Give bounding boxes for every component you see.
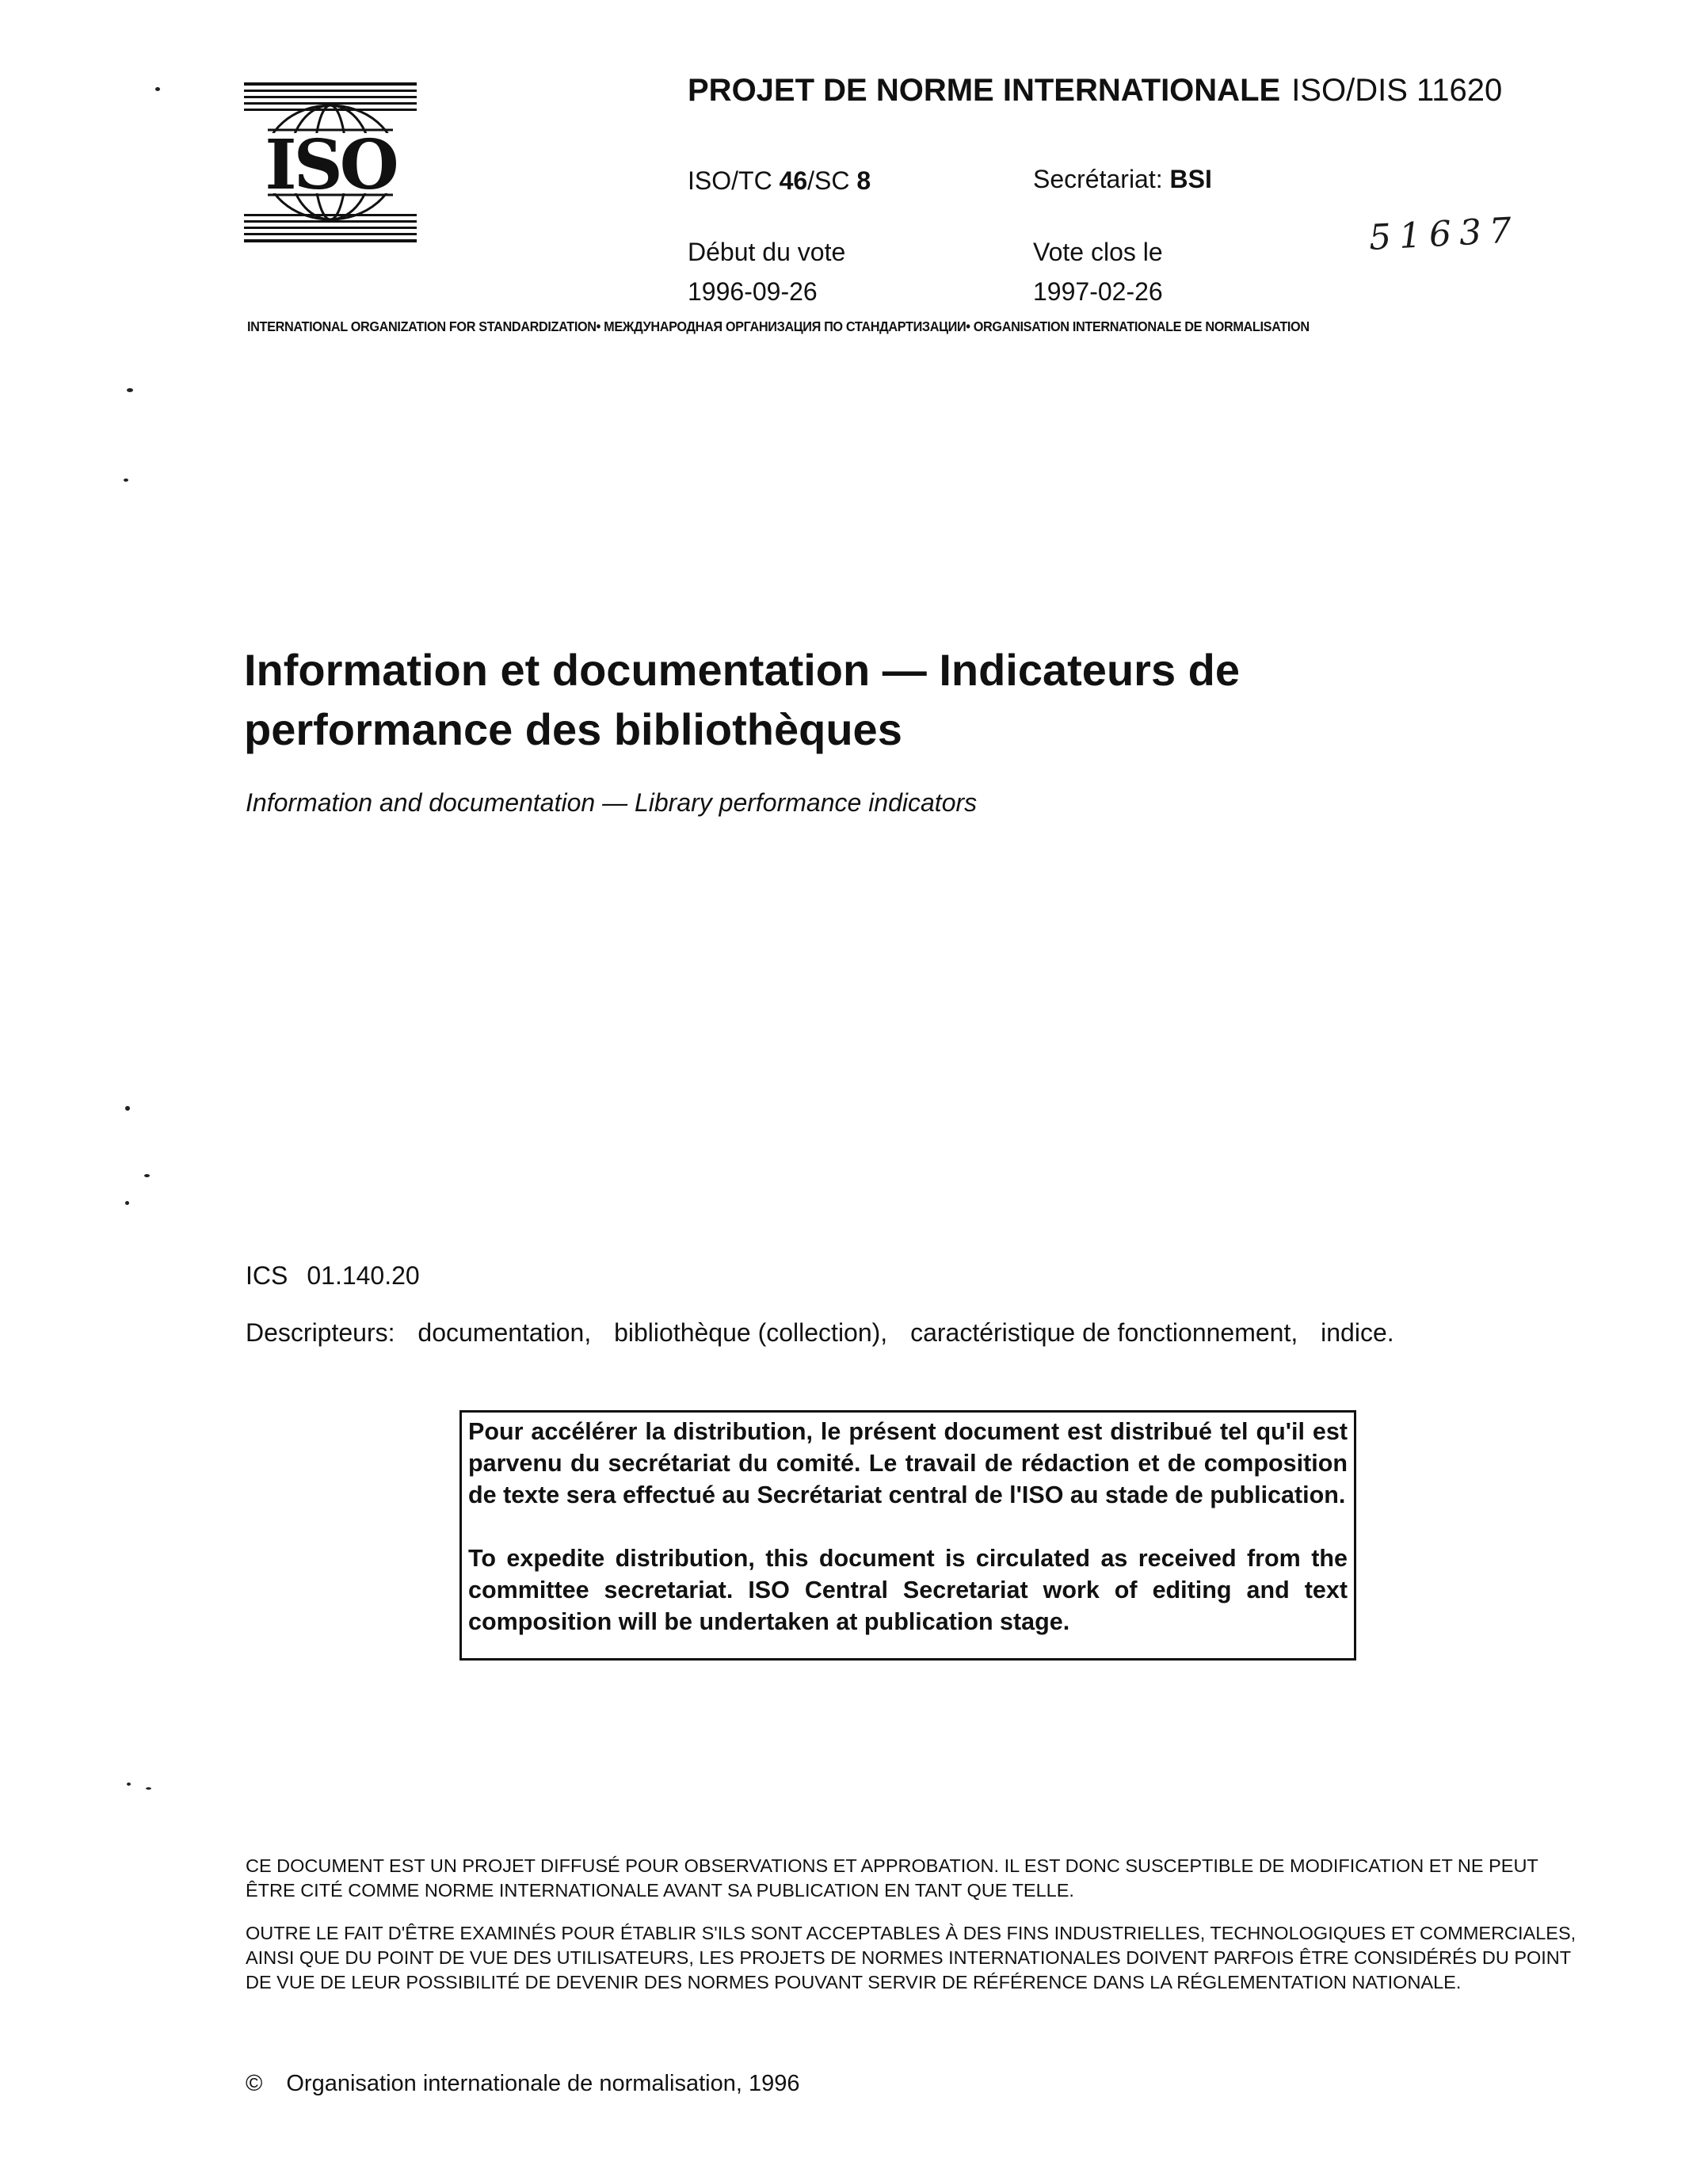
disclaimer-regulation: OUTRE LE FAIT D'ÊTRE EXAMINÉS POUR ÉTABLIR S'ILS SONT ACCEPTABLES À DES FINS INDUSTRIELLES, TECHNOLOGIQUES ET COMMERCIALES, AINSI QUE DU POINT DE VUE DES UTILISATEURS, LES PROJETS DE NORMES INTERNATIONALES DOIVENT PARFOIS ÊTRE CONSIDÉRÉS DU POINT DE VUE DE LEUR POSSIBILITÉ DE DEVENIR DES NORMES POUVANT SERVIR DE RÉFÉRENCE DANS LA RÉGLEMENTATION NATIONALE. [246, 1923, 1576, 1992]
ics-code [246, 1261, 420, 1291]
document-type-heading [688, 73, 1502, 109]
title-line-2: performance des bibliothèques [244, 704, 902, 754]
title-line-1: Information et documentation — Indicateurs de [244, 645, 1240, 695]
descriptor-item: indice. [1321, 1318, 1394, 1347]
scan-speck [144, 1174, 150, 1177]
document-title [244, 640, 1512, 759]
vote-end-date: 1997-02-26 [1033, 277, 1163, 306]
organization-line: INTERNATIONAL ORGANIZATION FOR STANDARDIZATION• МЕЖДУНАРОДНАЯ ОРГАНИЗАЦИЯ ПО СТАНДАРТИЗАЦИИ• ORGANISATION INTERNATIONALE DE NORMALISATION [247, 318, 1310, 334]
distribution-notice-box [459, 1410, 1356, 1661]
descriptor-item: bibliothèque (collection), [614, 1318, 888, 1347]
scan-speck [127, 388, 133, 392]
descriptor-item: documentation, [417, 1318, 592, 1347]
document-type: PROJET DE NORME INTERNATIONALE [688, 73, 1281, 108]
disclaimer-draft: CE DOCUMENT EST UN PROJET DIFFUSÉ POUR OBSERVATIONS ET APPROBATION. IL EST DONC SUSCEPTIBLE DE MODIFICATION ET NE PEUT ÊTRE CITÉ COMME NORME INTERNATIONALE AVANT SA PUBLICATION EN TANT QUE TELLE. [246, 1855, 1538, 1901]
scan-speck [155, 87, 160, 91]
copyright-text: Organisation internationale de normalisation, 1996 [286, 2071, 800, 2096]
english-title: Information and documentation — Library performance indicators [246, 788, 978, 817]
descriptor-item: caractéristique de fonctionnement, [910, 1318, 1298, 1347]
secretariat: Secrétariat: BSI [1033, 165, 1212, 193]
vote-end-label: Vote clos le [1033, 238, 1163, 266]
scan-speck [127, 1783, 131, 1786]
document-reference: ISO/DIS 11620 [1291, 73, 1503, 108]
descriptors [246, 1318, 1410, 1348]
handwritten-number: 51637 [1367, 210, 1521, 258]
ics-label: ICS [246, 1261, 288, 1290]
scan-speck [125, 1106, 130, 1111]
descriptors-label: Descripteurs: [246, 1318, 395, 1347]
copyright [246, 2071, 799, 2097]
svg-text:ISO: ISO [265, 125, 396, 205]
vote-start-date: 1996-09-26 [688, 277, 818, 306]
ics-value: 01.140.20 [307, 1261, 420, 1290]
vote-start-label: Début du vote [688, 238, 846, 266]
scan-speck [146, 1787, 151, 1790]
notice-english: To expedite distribution, this document is circulated as received from the committee secretariat. ISO Central Secretariat work of editing and text composition will be undertaken at publication stage. [468, 1545, 1348, 1635]
copyright-symbol: © [246, 2071, 263, 2096]
committee: ISO/TC 46/SC 8 [688, 166, 871, 195]
notice-french: Pour accélérer la distribution, le présent document est distribué tel qu'il est parvenu du secrétariat du comité. Le travail de rédaction et de composition de texte sera effectué au Secrétariat central de l'ISO au stade de publication. [468, 1418, 1348, 1508]
scan-speck [124, 479, 128, 482]
scan-speck [125, 1201, 129, 1205]
iso-logo [244, 82, 417, 242]
